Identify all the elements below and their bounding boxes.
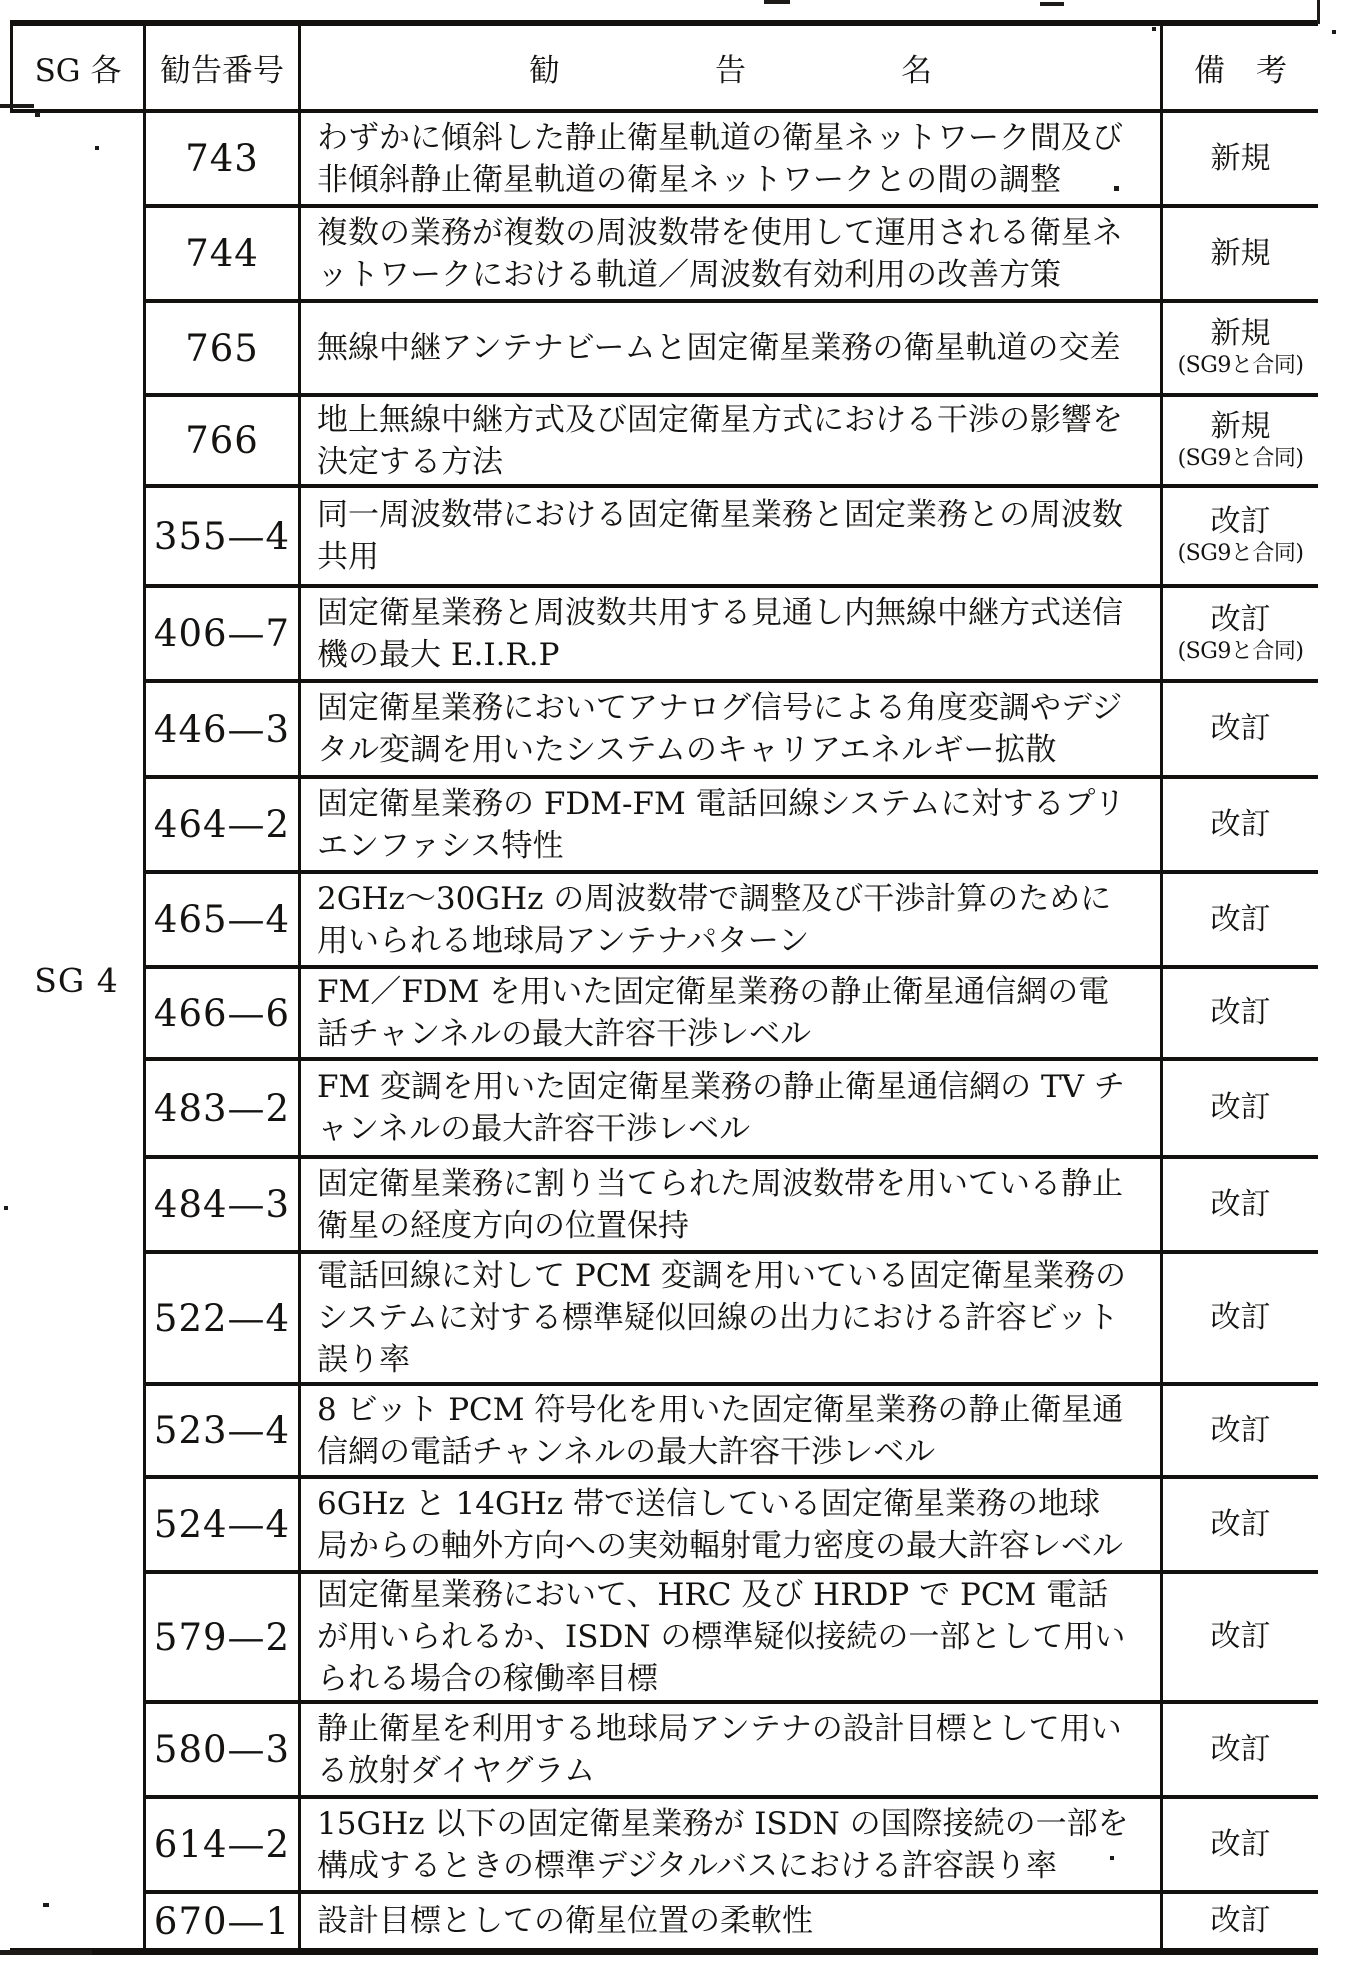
remark-cell — [1160, 779, 1318, 874]
remark-status: 改訂 — [1210, 504, 1271, 539]
remark-status: 改訂 — [1210, 1186, 1271, 1222]
recommendation-number-cell: 466—6 — [143, 969, 298, 1061]
recommendation-name-cell: 6GHz と 14GHz 帯で送信している固定衛星業務の地球局からの軸外方向への実効輻射電力密度の最大許容レベル — [298, 1479, 1160, 1574]
remark-status: 改訂 — [1210, 601, 1271, 637]
remark-status: 改訂 — [1210, 1090, 1271, 1125]
remark-status: 改訂 — [1210, 1826, 1271, 1862]
remark-status: 改訂 — [1210, 995, 1271, 1030]
scan-speck — [35, 112, 40, 117]
recommendation-number-cell: 766 — [143, 397, 298, 488]
sg-group-cell — [10, 113, 143, 1948]
remark-cell — [1160, 1159, 1318, 1254]
recommendation-number-cell: 614—2 — [143, 1799, 298, 1894]
recommendation-number-cell: 523—4 — [143, 1386, 298, 1479]
header-remark-column: 備 考 — [1160, 26, 1318, 113]
recommendation-name-cell: 静止衛星を利用する地球局アンテナの設計目標として用いる放射ダイヤグラム — [298, 1704, 1160, 1799]
remark-cell — [1160, 488, 1318, 588]
recommendation-name-cell: 電話回線に対して PCM 変調を用いている固定衛星業務のシステムに対する標準疑似回線の出力における許容ビット誤り率 — [298, 1254, 1160, 1386]
recommendation-name-cell: 15GHz 以下の固定衛星業務が ISDN の国際接続の一部を構成するときの標準デジタルバスにおける許容誤り率 — [298, 1799, 1160, 1894]
scan-speck — [1110, 1856, 1114, 1860]
scan-speck — [4, 1206, 8, 1210]
recommendation-number-cell: 743 — [143, 113, 298, 208]
recommendation-name-cell: 無線中継アンテナビームと固定衛星業務の衛星軌道の交差 — [298, 303, 1160, 397]
remark-cell — [1160, 1254, 1318, 1386]
remark-status: 改訂 — [1210, 1731, 1271, 1767]
header-number-column: 勧告番号 — [143, 26, 298, 113]
remark-note: (SG9と合同) — [1177, 541, 1304, 566]
scan-speck — [1332, 30, 1336, 34]
remark-status: 改訂 — [1210, 1300, 1271, 1335]
remark-note: (SG9と合同) — [1177, 638, 1304, 664]
recommendation-number-cell: 579—2 — [143, 1574, 298, 1704]
recommendation-name-cell: 固定衛星業務の FDM-FM 電話回線システムに対するプリエンファシス特性 — [298, 779, 1160, 874]
recommendation-name-cell: 固定衛星業務においてアナログ信号による角度変調やデジタル変調を用いたシステムのキャリアエネルギー拡散 — [298, 683, 1160, 779]
remark-status: 新規 — [1210, 408, 1271, 444]
scan-speck — [43, 1903, 49, 1907]
remark-note: (SG9と合同) — [1177, 353, 1304, 378]
remark-status: 改訂 — [1210, 1903, 1271, 1938]
header-name-column: 勧 告 名 — [298, 26, 1160, 113]
remark-cell — [1160, 874, 1318, 969]
recommendation-number-cell: 524—4 — [143, 1479, 298, 1574]
recommendation-number-cell: 765 — [143, 303, 298, 397]
recommendation-name-cell: 8 ビット PCM 符号化を用いた固定衛星業務の静止衛星通信網の電話チャンネルの最大許容干渉レベル — [298, 1386, 1160, 1479]
remark-status: 改訂 — [1210, 806, 1271, 842]
remark-cell — [1160, 208, 1318, 303]
recommendation-number-cell: 355—4 — [143, 488, 298, 588]
remark-status: 改訂 — [1210, 1619, 1271, 1654]
remark-note: (SG9と合同) — [1177, 445, 1304, 471]
recommendation-name-cell: 2GHz〜30GHz の周波数帯で調整及び干渉計算のために用いられる地球局アンテナパターン — [298, 874, 1160, 969]
recommendation-name-cell: 複数の業務が複数の周波数帯を使用して運用される衛星ネットワークにおける軌道／周波数有効利用の改善方策 — [298, 208, 1160, 303]
recommendation-name-cell: 地上無線中継方式及び固定衛星方式における干渉の影響を決定する方法 — [298, 397, 1160, 488]
remark-cell — [1160, 1386, 1318, 1479]
scan-speck — [1040, 2, 1064, 6]
recommendation-number-cell: 580—3 — [143, 1704, 298, 1799]
recommendations-table — [10, 20, 1318, 1955]
remark-cell — [1160, 683, 1318, 779]
recommendation-number-cell: 406—7 — [143, 588, 298, 683]
recommendation-number-cell: 465—4 — [143, 874, 298, 969]
recommendation-number-cell: 522—4 — [143, 1254, 298, 1386]
scan-speck — [0, 104, 34, 108]
remark-cell — [1160, 1894, 1318, 1948]
remark-cell — [1160, 1479, 1318, 1574]
remark-status: 新規 — [1210, 140, 1271, 176]
remark-status: 改訂 — [1210, 901, 1271, 937]
recommendation-number-cell: 483—2 — [143, 1061, 298, 1159]
remark-cell — [1160, 1799, 1318, 1894]
remark-cell — [1160, 1574, 1318, 1704]
recommendation-name-cell: 同一周波数帯における固定衛星業務と固定業務との周波数共用 — [298, 488, 1160, 588]
recommendation-number-cell: 446—3 — [143, 683, 298, 779]
remark-status: 新規 — [1210, 235, 1271, 271]
header-sg-column: SG 各 — [10, 26, 143, 113]
recommendation-number-cell: 464—2 — [143, 779, 298, 874]
remark-cell — [1160, 1061, 1318, 1159]
remark-status: 改訂 — [1210, 711, 1271, 746]
recommendation-name-cell: 固定衛星業務に割り当てられた周波数帯を用いている静止衛星の経度方向の位置保持 — [298, 1159, 1160, 1254]
scan-speck — [1317, 0, 1320, 24]
scan-speck — [95, 146, 99, 150]
recommendation-number-cell: 744 — [143, 208, 298, 303]
recommendation-name-cell: FM／FDM を用いた固定衛星業務の静止衛星通信網の電話チャンネルの最大許容干渉レベル — [298, 969, 1160, 1061]
scan-speck — [1114, 186, 1119, 191]
recommendation-name-cell: 固定衛星業務において、HRC 及び HRDP で PCM 電話が用いられるか、ISDN の標準疑似接続の一部として用いられる場合の稼働率目標 — [298, 1574, 1160, 1704]
remark-cell — [1160, 1704, 1318, 1799]
remark-cell — [1160, 969, 1318, 1061]
recommendation-name-cell: 設計目標としての衛星位置の柔軟性 — [298, 1894, 1160, 1948]
scan-speck — [1152, 27, 1156, 31]
recommendation-name-cell: FM 変調を用いた固定衛星業務の静止衛星通信網の TV チャンネルの最大許容干渉レベル — [298, 1061, 1160, 1159]
recommendation-name-cell: わずかに傾斜した静止衛星軌道の衛星ネットワーク間及び非傾斜静止衛星軌道の衛星ネットワークとの間の調整 — [298, 113, 1160, 208]
remark-cell — [1160, 113, 1318, 208]
remark-cell — [1160, 397, 1318, 488]
sg-group-label: SG 4 — [34, 961, 119, 1000]
remark-status: 改訂 — [1210, 1506, 1271, 1542]
recommendation-name-cell: 固定衛星業務と周波数共用する見通し内無線中継方式送信機の最大 E.I.R.P — [298, 588, 1160, 683]
remark-status: 改訂 — [1210, 1412, 1271, 1448]
remark-cell — [1160, 588, 1318, 683]
remark-status: 新規 — [1210, 316, 1271, 351]
scan-speck — [0, 1950, 92, 1955]
recommendation-number-cell: 670—1 — [143, 1894, 298, 1948]
recommendation-number-cell: 484—3 — [143, 1159, 298, 1254]
remark-cell — [1160, 303, 1318, 397]
scan-speck — [764, 0, 790, 4]
